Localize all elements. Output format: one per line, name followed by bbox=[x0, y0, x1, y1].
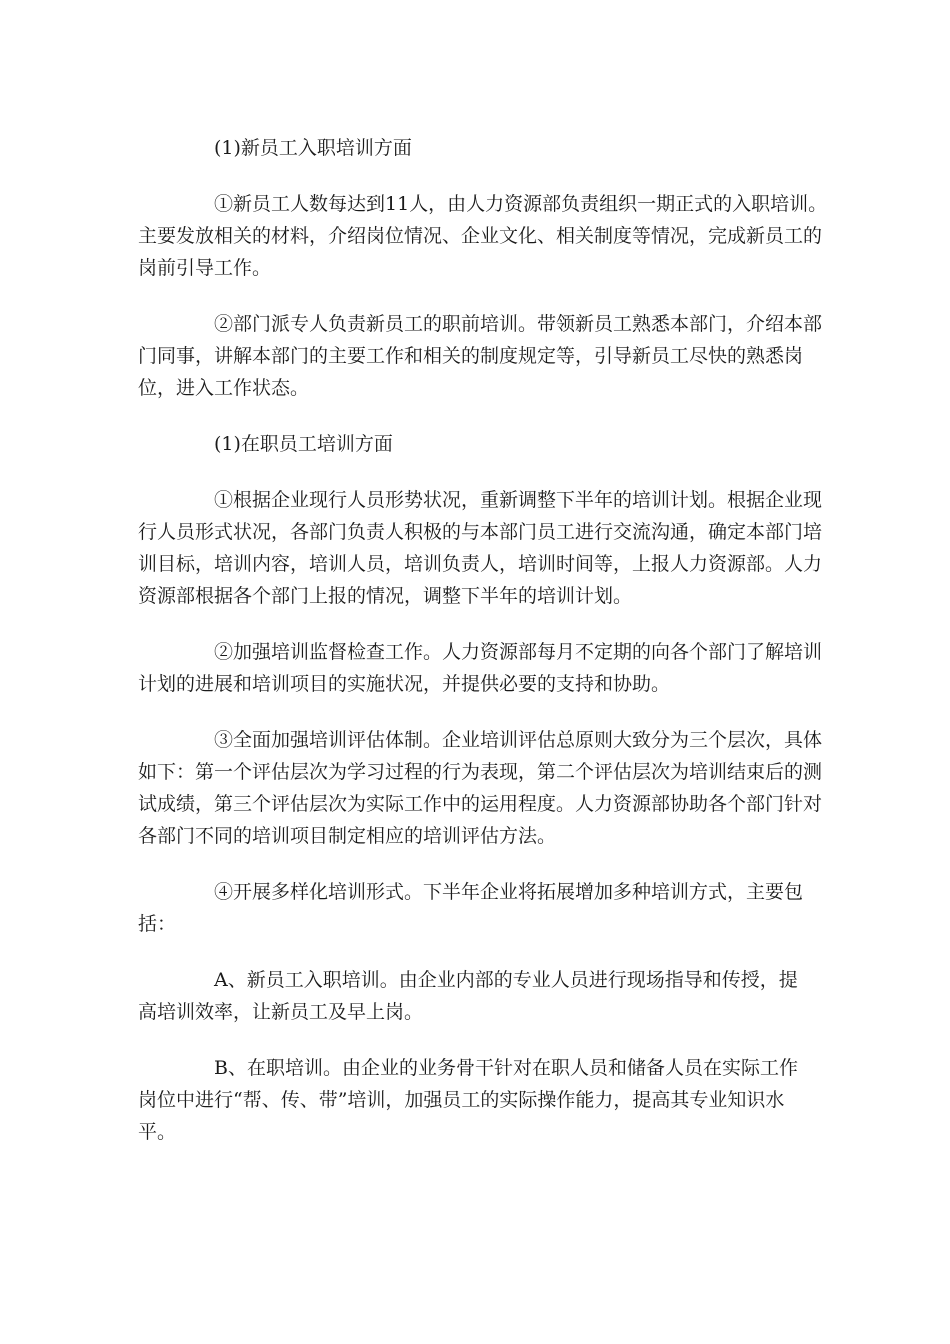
paragraph-new-employee-item-1: ①新员工人数每达到11人，由人力资源部负责组织一期正式的入职培训。主要发放相关的材料，介绍岗位情况、企业文化、相关制度等情况，完成新员工的岗前引导工作。 bbox=[138, 193, 828, 279]
paragraph-current-employee-item-2: ②加强培训监督检查工作。人力资源部每月不定期的向各个部门了解培训计划的进展和培训项目的实施状况，并提供必要的支持和协助。 bbox=[138, 641, 823, 695]
document-body bbox=[138, 132, 838, 1172]
paragraph-current-employee-item-3: ③全面加强培训评估体制。企业培训评估总原则大致分为三个层次，具体如下：第一个评估层次为学习过程的行为表现，第二个评估层次为培训结束后的测试成绩，第三个评估层次为实际工作中的运用程度。人力资源部协助各个部门针对各部门不同的培训项目制定相应的培训评估方法。 bbox=[138, 729, 823, 847]
paragraph-training-form-b: B、在职培训。由企业的业务骨干针对在职人员和储备人员在实际工作岗位中进行“帮、传、带”培训，加强员工的实际操作能力，提高其专业知识水平。 bbox=[138, 1057, 798, 1143]
paragraph-new-employee-item-2: ②部门派专人负责新员工的职前培训。带领新员工熟悉本部门，介绍本部门同事，讲解本部门的主要工作和相关的制度规定等，引导新员工尽快的熟悉岗位，进入工作状态。 bbox=[138, 313, 823, 399]
section-heading-current-employee-training: (1)在职员工培训方面 bbox=[214, 433, 393, 455]
paragraph-current-employee-item-4: ④开展多样化培训形式。下半年企业将拓展增加多种培训方式，主要包括： bbox=[138, 881, 804, 935]
section-heading-new-employee-training: (1)新员工入职培训方面 bbox=[214, 137, 412, 159]
paragraph-current-employee-item-1: ①根据企业现行人员形势状况，重新调整下半年的培训计划。根据企业现行人员形式状况，各部门负责人积极的与本部门员工进行交流沟通，确定本部门培训目标，培训内容，培训人员，培训负责人，培训时间等，上报人力资源部。人力资源部根据各个部门上报的情况，调整下半年的培训计划。 bbox=[138, 489, 823, 607]
paragraph-training-form-a: A、新员工入职培训。由企业内部的专业人员进行现场指导和传授，提高培训效率，让新员工及早上岗。 bbox=[138, 969, 798, 1023]
